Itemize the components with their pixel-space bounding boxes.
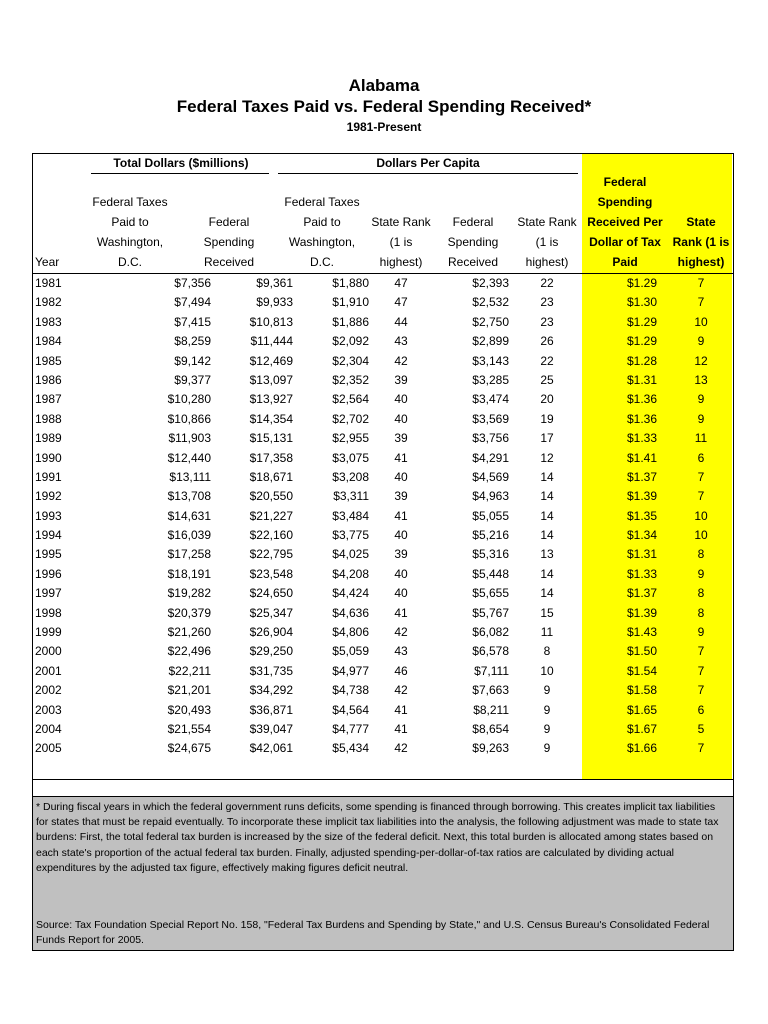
cell-ratio-rank: 6 <box>697 450 705 465</box>
cell-spending-total: $26,904 <box>249 625 293 640</box>
table-row <box>33 487 733 506</box>
table-row <box>33 681 733 700</box>
cell-taxes-pc: $4,564 <box>332 702 369 717</box>
table-body <box>33 274 733 759</box>
cell-year: 2001 <box>35 663 62 678</box>
cell-spending-total: $22,160 <box>249 528 293 543</box>
cell-taxes-pc: $3,311 <box>333 489 369 504</box>
cell-year: 1990 <box>35 450 62 465</box>
cell-spending-pc: $5,316 <box>472 547 509 562</box>
cell-tax-rank: 47 <box>394 276 408 290</box>
table-row <box>33 545 733 564</box>
header-spending-total: Federal Spending Received <box>203 215 255 269</box>
data-table <box>32 153 734 951</box>
header-ratio-rank: State Rank (1 is highest) <box>672 215 730 269</box>
table-row <box>33 526 733 545</box>
table-row <box>33 293 733 312</box>
cell-ratio: $1.29 <box>626 276 657 290</box>
cell-spending-pc: $6,578 <box>472 644 509 659</box>
cell-ratio: $1.37 <box>626 586 657 601</box>
cell-spending-pc: $3,569 <box>472 411 509 426</box>
cell-ratio-rank: 9 <box>697 334 705 349</box>
cell-spend-rank: 22 <box>540 353 554 368</box>
cell-year: 2004 <box>35 721 62 736</box>
title-block <box>0 76 768 136</box>
table-row <box>33 642 733 661</box>
cell-taxes-total: $21,554 <box>167 721 211 736</box>
cell-tax-rank: 40 <box>394 566 408 581</box>
cell-spend-rank: 10 <box>540 663 554 678</box>
cell-ratio-rank: 13 <box>694 372 708 387</box>
cell-taxes-pc: $4,424 <box>332 586 369 601</box>
cell-ratio: $1.33 <box>626 431 657 446</box>
cell-spending-pc: $4,291 <box>472 450 509 465</box>
cell-ratio: $1.34 <box>626 528 657 543</box>
cell-spending-total: $20,550 <box>249 489 293 504</box>
cell-taxes-total: $20,493 <box>167 702 211 717</box>
cell-taxes-total: $17,258 <box>167 547 211 562</box>
table-row <box>33 390 733 409</box>
cell-year: 1991 <box>35 469 62 484</box>
cell-spend-rank: 14 <box>540 469 554 484</box>
cell-taxes-total: $8,259 <box>174 334 211 349</box>
cell-spending-pc: $5,055 <box>472 508 509 523</box>
cell-spend-rank: 17 <box>540 431 554 446</box>
cell-year: 1984 <box>35 334 62 349</box>
cell-spending-total: $9,361 <box>256 276 293 290</box>
cell-ratio-rank: 12 <box>694 353 708 368</box>
cell-year: 1997 <box>35 586 62 601</box>
cell-ratio: $1.65 <box>626 702 657 717</box>
cell-ratio: $1.36 <box>626 411 657 426</box>
cell-ratio-rank: 10 <box>694 314 708 329</box>
cell-taxes-pc: $4,738 <box>332 683 369 698</box>
cell-ratio-rank: 6 <box>697 702 705 717</box>
cell-taxes-total: $24,675 <box>167 741 211 756</box>
cell-ratio: $1.36 <box>626 392 657 407</box>
table-row <box>33 604 733 623</box>
cell-spending-pc: $2,899 <box>472 334 509 349</box>
cell-spending-pc: $7,663 <box>472 683 509 698</box>
cell-year: 1985 <box>35 353 62 368</box>
cell-taxes-total: $20,379 <box>167 605 211 620</box>
cell-spending-pc: $2,393 <box>472 276 509 290</box>
cell-spending-pc: $5,216 <box>472 528 509 543</box>
cell-ratio-rank: 9 <box>697 566 705 581</box>
cell-year: 1986 <box>35 372 62 387</box>
footnote-text: * During fiscal years in which the federal government runs deficits, some spending is financed through borrowing. This creates implicit tax liabilities for states that must be repaid eventually. To incorporate these implicit tax liabilities into the analysis, the following adjustment was made to state tax burdens: First, the total federal tax burden is increased by the size of the federal deficit. Next, this total burden is allocated among states based on each state's proportion of the actual federal tax burden. Finally, adjusted spending-per-dollar-of-tax ratios are calculated by dividing actual expenditures by the adjusted tax figure, effectively making figures deficit neutral. <box>36 801 719 874</box>
cell-ratio-rank: 9 <box>697 411 705 426</box>
cell-ratio-rank: 8 <box>697 547 705 562</box>
cell-spend-rank: 14 <box>540 566 554 581</box>
cell-tax-rank: 39 <box>394 489 408 504</box>
cell-taxes-total: $16,039 <box>167 528 211 543</box>
cell-tax-rank: 46 <box>394 663 408 678</box>
cell-taxes-pc: $4,777 <box>332 721 369 736</box>
cell-spending-total: $42,061 <box>249 741 293 756</box>
cell-taxes-total: $13,111 <box>169 469 211 484</box>
cell-spending-pc: $3,474 <box>472 392 509 407</box>
cell-tax-rank: 41 <box>394 721 408 736</box>
cell-spending-total: $34,292 <box>249 683 293 698</box>
table-row <box>33 739 733 758</box>
cell-tax-rank: 42 <box>394 625 408 640</box>
cell-year: 1982 <box>35 295 62 310</box>
cell-taxes-total: $21,260 <box>167 625 211 640</box>
cell-tax-rank: 47 <box>394 295 408 310</box>
cell-taxes-pc: $3,075 <box>332 450 369 465</box>
cell-taxes-pc: $3,775 <box>332 528 369 543</box>
cell-ratio-rank: 7 <box>697 663 705 678</box>
cell-spending-pc: $9,263 <box>472 741 509 756</box>
cell-year: 1993 <box>35 508 62 523</box>
cell-ratio-rank: 7 <box>697 741 705 756</box>
cell-taxes-pc: $1,880 <box>332 276 369 290</box>
cell-spend-rank: 8 <box>543 644 551 659</box>
cell-ratio: $1.43 <box>626 625 657 640</box>
cell-spending-total: $21,227 <box>249 508 293 523</box>
cell-year: 1998 <box>35 605 62 620</box>
table-row <box>33 468 733 487</box>
cell-spending-pc: $8,211 <box>473 702 509 717</box>
cell-tax-rank: 40 <box>394 392 408 407</box>
cell-taxes-pc: $3,484 <box>332 508 369 523</box>
cell-tax-rank: 40 <box>394 528 408 543</box>
cell-spending-pc: $7,111 <box>474 663 509 678</box>
cell-spend-rank: 11 <box>540 625 554 640</box>
cell-taxes-total: $7,494 <box>174 295 211 310</box>
cell-taxes-total: $11,903 <box>168 431 211 446</box>
cell-spending-pc: $5,767 <box>472 605 509 620</box>
cell-tax-rank: 42 <box>394 683 408 698</box>
cell-taxes-pc: $1,910 <box>332 295 369 310</box>
group-total-dollars: Total Dollars ($millions) <box>113 156 249 170</box>
cell-year: 2003 <box>35 702 62 717</box>
cell-spending-pc: $3,756 <box>472 431 509 446</box>
cell-tax-rank: 41 <box>394 508 408 523</box>
cell-ratio: $1.29 <box>626 334 657 349</box>
cell-taxes-total: $13,708 <box>167 489 211 504</box>
cell-taxes-total: $14,631 <box>167 508 211 523</box>
cell-ratio: $1.30 <box>626 295 657 310</box>
cell-tax-rank: 40 <box>394 586 408 601</box>
cell-spend-rank: 26 <box>540 334 554 349</box>
cell-spend-rank: 20 <box>540 392 554 407</box>
cell-spending-pc: $3,285 <box>472 372 509 387</box>
cell-spending-total: $23,548 <box>249 566 293 581</box>
cell-tax-rank: 40 <box>394 469 408 484</box>
cell-taxes-pc: $1,886 <box>332 314 369 329</box>
table-row <box>33 584 733 603</box>
cell-spending-total: $15,131 <box>249 431 293 446</box>
cell-spending-total: $13,097 <box>249 372 293 387</box>
cell-spend-rank: 9 <box>543 721 551 736</box>
cell-spending-pc: $5,655 <box>472 586 509 601</box>
cell-spending-pc: $6,082 <box>472 625 509 640</box>
cell-spending-pc: $3,143 <box>472 353 509 368</box>
cell-ratio: $1.54 <box>626 663 657 678</box>
cell-year: 1994 <box>35 528 62 543</box>
cell-spending-total: $22,795 <box>249 547 293 562</box>
state-title: Alabama <box>348 76 420 95</box>
cell-year: 1989 <box>35 431 62 446</box>
table-row <box>33 701 733 720</box>
cell-tax-rank: 39 <box>394 547 408 562</box>
table-row <box>33 352 733 371</box>
cell-ratio-rank: 9 <box>697 625 705 640</box>
cell-taxes-pc: $2,352 <box>332 372 369 387</box>
cell-ratio: $1.41 <box>626 450 657 465</box>
cell-spending-total: $10,813 <box>249 314 293 329</box>
cell-year: 1992 <box>35 489 62 504</box>
table-row <box>33 274 733 293</box>
cell-ratio: $1.31 <box>626 547 657 562</box>
cell-tax-rank: 44 <box>394 314 408 329</box>
cell-spending-total: $39,047 <box>249 721 293 736</box>
table-row <box>33 410 733 429</box>
cell-spending-total: $17,358 <box>249 450 293 465</box>
cell-ratio: $1.28 <box>626 353 657 368</box>
cell-taxes-pc: $4,636 <box>332 605 369 620</box>
cell-ratio: $1.67 <box>626 721 657 736</box>
cell-taxes-total: $7,415 <box>174 314 211 329</box>
cell-taxes-total: $9,377 <box>174 372 211 387</box>
cell-taxes-pc: $2,955 <box>332 431 369 446</box>
table-row <box>33 332 733 351</box>
cell-spending-total: $9,933 <box>256 295 293 310</box>
table-row <box>33 507 733 526</box>
cell-spending-total: $13,927 <box>249 392 293 407</box>
cell-ratio-rank: 7 <box>697 489 705 504</box>
cell-ratio: $1.50 <box>626 644 657 659</box>
cell-ratio: $1.31 <box>626 372 657 387</box>
cell-spending-total: $11,444 <box>250 334 293 349</box>
cell-taxes-pc: $2,702 <box>332 411 369 426</box>
cell-spend-rank: 14 <box>540 528 554 543</box>
cell-taxes-pc: $5,434 <box>332 741 369 756</box>
cell-taxes-total: $18,191 <box>167 566 211 581</box>
cell-ratio-rank: 9 <box>697 392 705 407</box>
cell-ratio-rank: 7 <box>697 683 705 698</box>
header-spend-rank: State Rank (1 is highest) <box>517 215 577 269</box>
cell-spending-pc: $4,963 <box>472 489 509 504</box>
cell-taxes-pc: $5,059 <box>332 644 369 659</box>
cell-taxes-total: $12,440 <box>167 450 211 465</box>
cell-spending-pc: $4,569 <box>472 469 509 484</box>
table-row <box>33 720 733 739</box>
cell-tax-rank: 39 <box>394 372 408 387</box>
cell-year: 1999 <box>35 625 62 640</box>
cell-ratio: $1.39 <box>626 489 657 504</box>
cell-year: 1988 <box>35 411 62 426</box>
header-ratio: Federal Spending Received Per Dollar of Tax Paid <box>587 175 663 269</box>
cell-tax-rank: 43 <box>394 334 408 349</box>
period-subtitle: 1981-Present <box>346 120 422 134</box>
cell-ratio-rank: 8 <box>697 605 705 620</box>
table-row <box>33 623 733 642</box>
cell-spending-total: $25,347 <box>249 605 293 620</box>
cell-taxes-total: $19,282 <box>167 586 211 601</box>
cell-ratio-rank: 5 <box>697 721 705 736</box>
cell-ratio-rank: 7 <box>697 276 705 290</box>
cell-taxes-total: $21,201 <box>167 683 211 698</box>
cell-ratio-rank: 7 <box>697 469 705 484</box>
cell-taxes-pc: $2,092 <box>332 334 369 349</box>
cell-ratio-rank: 10 <box>694 528 708 543</box>
cell-taxes-total: $10,280 <box>167 392 211 407</box>
header-taxes-per-capita: Federal Taxes Paid to Washington, D.C. <box>284 195 360 269</box>
cell-spend-rank: 9 <box>543 683 551 698</box>
main-title: Federal Taxes Paid vs. Federal Spending Received* <box>176 97 592 116</box>
cell-spend-rank: 22 <box>540 276 554 290</box>
source-text: Source: Tax Foundation Special Report No. 158, "Federal Tax Burdens and Spending by State," and U.S. Census Bureau's Consolidated Federal Funds Report for 2005. <box>36 919 710 947</box>
cell-taxes-pc: $4,025 <box>332 547 369 562</box>
table-row <box>33 449 733 468</box>
cell-spending-total: $29,250 <box>249 644 293 659</box>
cell-spending-total: $31,735 <box>249 663 293 678</box>
header-tax-rank: State Rank (1 is highest) <box>371 215 431 269</box>
group-per-capita: Dollars Per Capita <box>376 156 480 170</box>
cell-ratio-rank: 7 <box>697 644 705 659</box>
cell-taxes-total: $7,356 <box>174 276 211 290</box>
cell-year: 2002 <box>35 683 62 698</box>
cell-taxes-pc: $4,977 <box>332 663 369 678</box>
cell-spend-rank: 19 <box>540 411 554 426</box>
table-bottom-rule <box>33 779 733 780</box>
cell-year: 1996 <box>35 566 62 581</box>
cell-spending-total: $24,650 <box>249 586 293 601</box>
table-row <box>33 371 733 390</box>
cell-ratio-rank: 10 <box>694 508 708 523</box>
cell-spend-rank: 14 <box>540 489 554 504</box>
header-year: Year <box>35 255 60 269</box>
cell-spend-rank: 9 <box>543 741 551 756</box>
cell-ratio: $1.29 <box>626 314 657 329</box>
cell-taxes-total: $10,866 <box>167 411 211 426</box>
cell-year: 1987 <box>35 392 62 407</box>
cell-tax-rank: 42 <box>394 353 408 368</box>
cell-tax-rank: 41 <box>394 605 408 620</box>
cell-taxes-pc: $2,304 <box>332 353 369 368</box>
cell-taxes-total: $22,496 <box>167 644 211 659</box>
cell-tax-rank: 42 <box>394 741 408 756</box>
table-row <box>33 662 733 681</box>
cell-ratio: $1.66 <box>626 741 657 756</box>
cell-tax-rank: 39 <box>394 431 408 446</box>
table-row <box>33 429 733 448</box>
cell-spending-total: $18,671 <box>249 469 293 484</box>
cell-spending-total: $14,354 <box>249 411 293 426</box>
cell-year: 1995 <box>35 547 62 562</box>
table-row <box>33 313 733 332</box>
cell-taxes-pc: $4,208 <box>332 566 369 581</box>
cell-spend-rank: 15 <box>540 605 554 620</box>
cell-spend-rank: 13 <box>540 547 554 562</box>
cell-year: 1981 <box>35 276 62 290</box>
cell-ratio: $1.33 <box>626 566 657 581</box>
cell-year: 1983 <box>35 314 62 329</box>
cell-spending-pc: $5,448 <box>472 566 509 581</box>
cell-ratio-rank: 11 <box>694 431 708 446</box>
cell-spend-rank: 25 <box>540 372 554 387</box>
cell-tax-rank: 43 <box>394 644 408 659</box>
cell-spending-pc: $2,532 <box>472 295 509 310</box>
cell-ratio: $1.58 <box>626 683 657 698</box>
cell-taxes-total: $9,142 <box>174 353 211 368</box>
cell-spend-rank: 12 <box>540 450 554 465</box>
cell-tax-rank: 41 <box>394 702 408 717</box>
header-taxes-total: Federal Taxes Paid to Washington, D.C. <box>92 195 168 269</box>
cell-year: 2005 <box>35 741 62 756</box>
cell-spending-total: $12,469 <box>249 353 293 368</box>
cell-ratio: $1.37 <box>626 469 657 484</box>
notes-panel <box>33 797 733 950</box>
cell-ratio: $1.39 <box>626 605 657 620</box>
table-row <box>33 565 733 584</box>
cell-taxes-total: $22,211 <box>168 663 211 678</box>
cell-tax-rank: 40 <box>394 411 408 426</box>
cell-spend-rank: 9 <box>543 702 551 717</box>
cell-spend-rank: 23 <box>540 314 554 329</box>
cell-spending-total: $36,871 <box>249 702 293 717</box>
cell-ratio-rank: 7 <box>697 295 705 310</box>
cell-spend-rank: 14 <box>540 586 554 601</box>
cell-spend-rank: 23 <box>540 295 554 310</box>
header-spending-per-capita: Federal Spending Received <box>447 215 499 269</box>
cell-tax-rank: 41 <box>394 450 408 465</box>
cell-taxes-pc: $3,208 <box>332 469 369 484</box>
cell-spend-rank: 14 <box>540 508 554 523</box>
cell-year: 2000 <box>35 644 62 659</box>
cell-spending-pc: $2,750 <box>472 314 509 329</box>
cell-ratio-rank: 8 <box>697 586 705 601</box>
cell-taxes-pc: $4,806 <box>332 625 369 640</box>
cell-spending-pc: $8,654 <box>472 721 509 736</box>
cell-taxes-pc: $2,564 <box>332 392 369 407</box>
cell-ratio: $1.35 <box>626 508 657 523</box>
